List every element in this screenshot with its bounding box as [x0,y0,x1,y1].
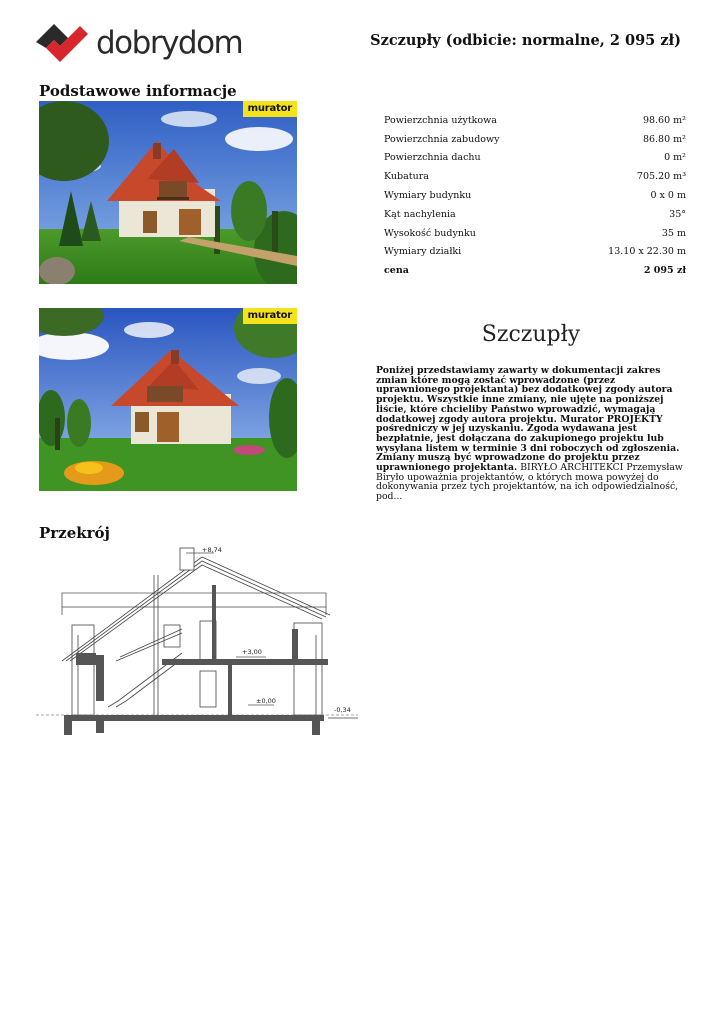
spec-label: Kubatura [384,171,429,183]
logo-mark-icon [36,22,94,64]
spec-label: Powierzchnia dachu [384,152,481,164]
house-photo-back[interactable] [39,308,297,491]
level-label-ground: -0,34 [334,706,351,714]
level-label-floor: +3,00 [242,648,262,656]
spec-label: Wymiary działki [384,246,462,258]
spec-value: 35 m [661,227,686,239]
dobrydom-logo[interactable] [36,22,243,64]
spec-label: cena [384,265,409,277]
page-title: Szczupły (odbicie: normalne, 2 095 zł) [370,32,681,49]
spec-value: 35° [669,208,686,220]
spec-row [384,224,686,243]
level-label-top: +8,74 [202,546,222,554]
spec-row [384,167,686,186]
cross-section-drawing[interactable] [36,545,360,737]
spec-row [384,205,686,224]
murator-badge: murator [243,101,297,117]
spec-label: Wymiary budynku [384,190,472,202]
spec-value: 705.20 m³ [636,171,686,183]
description-text: BIRYŁO ARCHITEKCI Przemysław Biryło upoważnia projektantów, o których mowa powyżej do dokonywania przez tych projektantów, na ich odpowiedzialność, pod... [376,462,683,503]
spec-row [384,261,686,280]
spec-value: 13.10 x 22.30 m [608,246,686,258]
logo-text: dobrydom [96,25,243,61]
section-title-cross-section: Przekrój [39,524,110,542]
spec-row [384,149,686,168]
level-label-zero: ±0,00 [256,697,276,705]
spec-value: 98.60 m² [642,114,686,126]
section-title-basic-info: Podstawowe informacje [39,82,237,100]
spec-label: Kąt nachylenia [384,208,456,220]
spec-label: Powierzchnia zabudowy [384,133,500,145]
murator-badge: murator [243,308,297,324]
spec-value: 0 m² [664,152,686,164]
spec-label: Wysokość budynku [384,227,476,239]
spec-label: Powierzchnia użytkowa [384,114,497,126]
description-bold-text: Poniżej przedstawiamy zawarty w dokumentacji zakres zmian które mogą zostać wprowadzone (przez uprawnionego projektanta) bez dodatkowej zgody autora projektu. Wszystkie inne zmiany, nie ujęte na poniższej liście, które chcieliby Państwo wprowadzić, wymagają dodatkowej zgody autora projektu. Murator PROJEKTY pośredniczy w jej uzyskaniu. Zgoda wydawana jest bezpłatnie, jest dołączana do zakupionego projektu lub wysyłana listem w terminie 3 dni roboczych od zgłoszenia. Zmiany muszą być wprowadzone do projektu przez uprawnionego projektanta. [376,365,680,474]
spec-value: 0 x 0 m [650,190,686,202]
spec-row [384,186,686,205]
house-photo-front[interactable] [39,101,297,284]
project-description [376,366,688,502]
specs-table [384,111,686,280]
spec-row [384,111,686,130]
spec-row [384,130,686,149]
spec-value: 86.80 m² [642,133,686,145]
spec-row [384,243,686,262]
project-name: Szczupły [481,322,581,347]
spec-value: 2 095 zł [643,265,686,277]
